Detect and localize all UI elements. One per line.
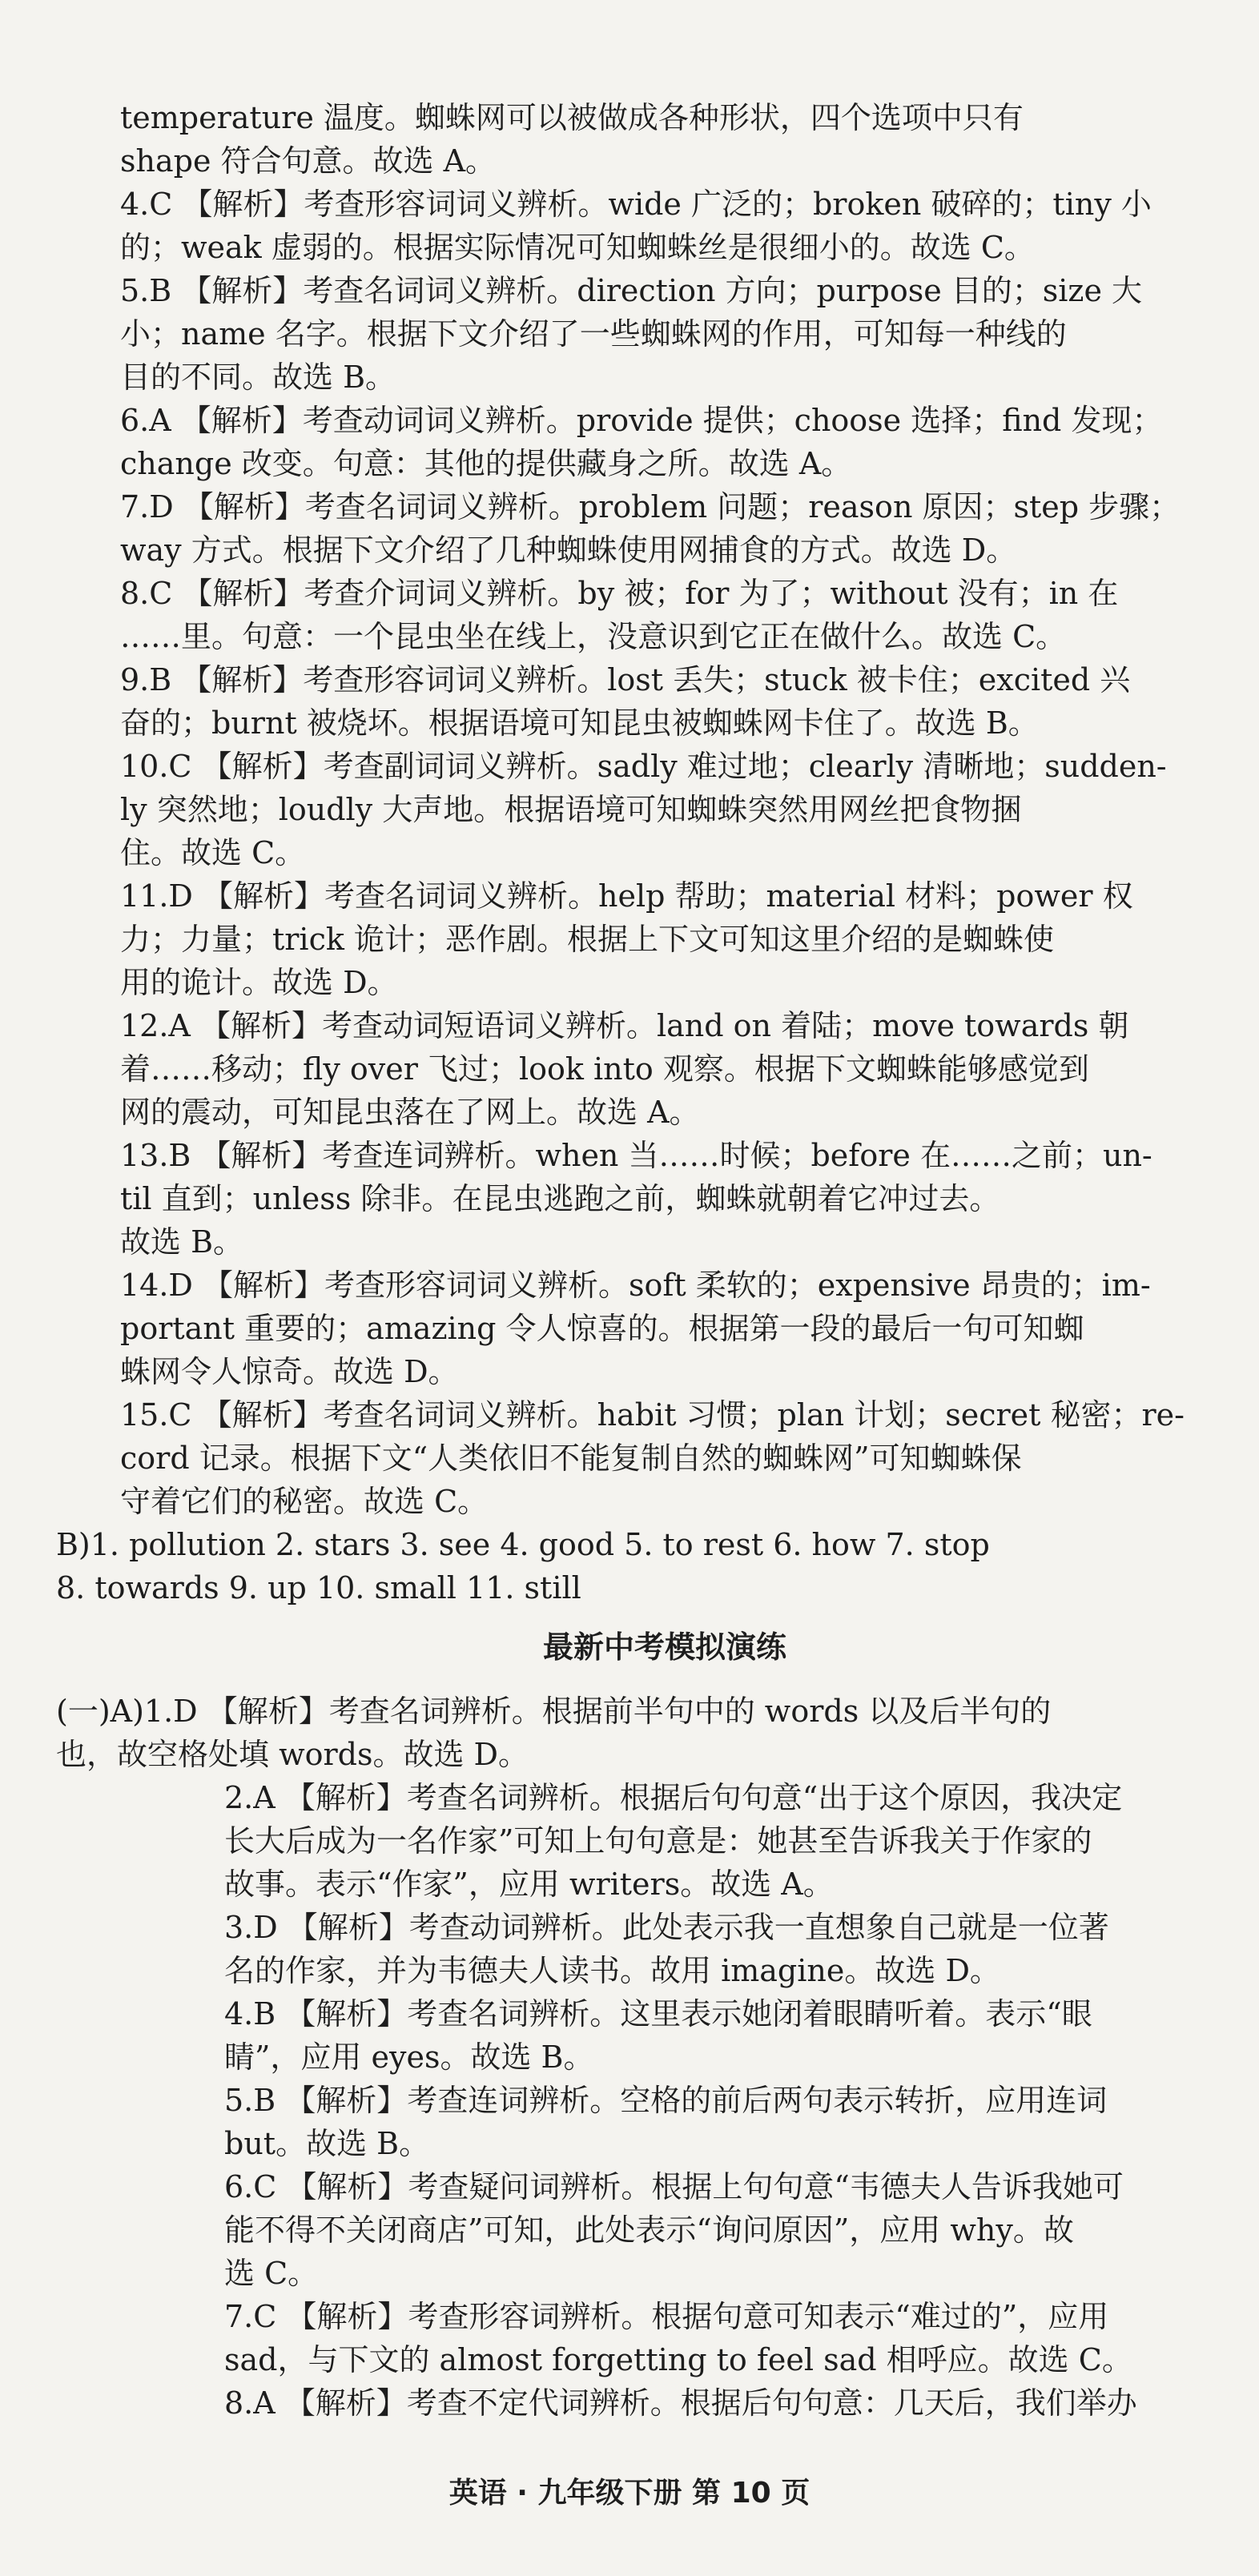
text-line: 8.C 【解析】考查介词词义辨析。by 被；for 为了；without 没有；in 在: [120, 576, 1119, 611]
answer-item-q12: [120, 1004, 1209, 1134]
text-line: cord 记录。根据下文“人类依旧不能复制自然的蜘蛛网”可知蜘蛛保: [120, 1441, 1022, 1476]
answer-item-q7: [120, 485, 1209, 572]
text-line: 5.B 【解析】考查连词辨析。空格的前后两句表示转折，应用连词: [224, 2083, 1108, 2118]
answer-item-a2: [224, 1776, 1209, 1906]
text-line: 7.D 【解析】考查名词词义辨析。problem 问题；reason 原因；step 步骤；: [120, 489, 1181, 524]
text-line: way 方式。根据下文介绍了几种蜘蛛使用网捕食的方式。故选 D。: [120, 532, 1017, 568]
answer-item-cont: [120, 96, 1209, 183]
text-line: 故选 B。: [120, 1224, 244, 1260]
text-line: B)1. pollution 2. stars 3. see 4. good 5. to rest 6. how 7. stop: [56, 1527, 990, 1562]
text-line: ……里。句意：一个昆虫坐在线上，没意识到它正在做什么。故选 C。: [120, 619, 1067, 654]
text-line: 蛛网令人惊奇。故选 D。: [120, 1354, 459, 1389]
text-line: 12.A 【解析】考查动词短语词义辨析。land on 着陆；move towards 朝: [120, 1008, 1129, 1043]
answer-item-a6: [224, 2165, 1209, 2295]
text-line: portant 重要的；amazing 令人惊喜的。根据第一段的最后一句可知蜘: [120, 1311, 1084, 1346]
answer-item-q13: [120, 1134, 1209, 1264]
text-line: 2.A 【解析】考查名词辨析。根据后句句意“出于这个原因，我决定: [224, 1780, 1123, 1815]
text-line: temperature 温度。蜘蛛网可以被做成各种形状，四个选项中只有: [120, 100, 1024, 135]
text-line: 7.C 【解析】考查形容词辨析。根据句意可知表示“难过的”，应用: [224, 2299, 1109, 2334]
text-line: 力；力量；trick 诡计；恶作剧。根据上下文可知这里介绍的是蜘蛛使: [120, 922, 1054, 957]
text-line: 15.C 【解析】考查名词词义辨析。habit 习惯；plan 计划；secret 秘密；re-: [120, 1397, 1185, 1433]
text-line: but。故选 B。: [224, 2126, 430, 2161]
answer-item-section-b: [56, 1523, 1209, 1609]
answer-item-q4: [120, 183, 1209, 269]
answer-item-q9: [120, 658, 1209, 745]
text-line: 奋的；burnt 被烧坏。根据语境可知昆虫被蜘蛛网卡住了。故选 B。: [120, 705, 1039, 741]
text-line: 选 C。: [224, 2256, 319, 2291]
section-heading: 最新中考模拟演练: [542, 1630, 786, 1665]
answer-item-a1: [56, 1690, 1209, 1776]
text-line: shape 符合句意。故选 A。: [120, 143, 497, 179]
text-line: 14.D 【解析】考查形容词词义辨析。soft 柔软的；expensive 昂贵的；im-: [120, 1268, 1151, 1303]
answer-item-a7: [224, 2295, 1209, 2381]
text-line: 4.C 【解析】考查形容词词义辨析。wide 广泛的；broken 破碎的；tiny 小: [120, 187, 1152, 222]
text-line: 睛”，应用 eyes。故选 B。: [224, 2040, 594, 2075]
text-line: 能不得不关闭商店”可知，此处表示“询问原因”，应用 why。故: [224, 2212, 1074, 2248]
text-line: (一)A)1.D 【解析】考查名词辨析。根据前半句中的 words 以及后半句的: [56, 1694, 1052, 1729]
page-footer: 英语 · 九年级下册 第 10 页: [448, 2477, 811, 2510]
answer-content: [56, 96, 1209, 2425]
text-line: 8. towards 9. up 10. small 11. still: [56, 1570, 581, 1605]
text-line: 网的震动，可知昆虫落在了网上。故选 A。: [120, 1095, 700, 1130]
text-line: 守着它们的秘密。故选 C。: [120, 1484, 489, 1519]
answer-item-q5: [120, 269, 1209, 399]
text-line: 住。故选 C。: [120, 835, 306, 870]
text-line: 的；weak 虚弱的。根据实际情况可知蜘蛛丝是很细小的。故选 C。: [120, 230, 1035, 265]
answer-item-a8: [224, 2381, 1209, 2425]
text-line: 6.C 【解析】考查疑问词辨析。根据上句句意“韦德夫人告诉我她可: [224, 2169, 1124, 2204]
answer-item-q14: [120, 1264, 1209, 1393]
text-line: 也，故空格处填 words。故选 D。: [56, 1737, 529, 1772]
text-line: 8.A 【解析】考查不定代词辨析。根据后句句意：几天后，我们举办: [224, 2385, 1137, 2421]
text-line: 10.C 【解析】考查副词词义辨析。sadly 难过地；clearly 清晰地；sudden-: [120, 749, 1167, 784]
text-line: 目的不同。故选 B。: [120, 360, 396, 395]
text-line: 用的诡计。故选 D。: [120, 965, 398, 1000]
answer-item-a3: [224, 1906, 1209, 1992]
text-line: 6.A 【解析】考查动词词义辨析。provide 提供；choose 选择；find 发现；: [120, 403, 1163, 438]
text-line: 长大后成为一名作家”可知上句句意是：她甚至告诉我关于作家的: [224, 1823, 1092, 1859]
text-line: 3.D 【解析】考查动词辨析。此处表示我一直想象自己就是一位著: [224, 1910, 1109, 1945]
answer-item-q10: [120, 745, 1209, 874]
answer-item-q15: [120, 1393, 1209, 1523]
answer-item-a5: [224, 2079, 1209, 2165]
text-line: 5.B 【解析】考查名词词义辨析。direction 方向；purpose 目的；size 大: [120, 273, 1143, 308]
text-line: ly 突然地；loudly 大声地。根据语境可知蜘蛛突然用网丝把食物捆: [120, 792, 1022, 827]
text-line: 4.B 【解析】考查名词辨析。这里表示她闭着眼睛听着。表示“眼: [224, 1996, 1092, 2031]
answer-item-q6: [120, 399, 1209, 485]
text-line: 着……移动；fly over 飞过；look into 观察。根据下文蜘蛛能够感觉到: [120, 1051, 1089, 1087]
text-line: 9.B 【解析】考查形容词词义辨析。lost 丢失；stuck 被卡住；excited 兴: [120, 662, 1131, 697]
text-line: 名的作家，并为韦德夫人读书。故用 imagine。故选 D。: [224, 1953, 1000, 1988]
answer-item-a4: [224, 1992, 1209, 2079]
text-line: 小；name 名字。根据下文介绍了一些蜘蛛网的作用，可知每一种线的: [120, 316, 1067, 352]
text-line: til 直到；unless 除非。在昆虫逃跑之前，蜘蛛就朝着它冲过去。: [120, 1181, 1000, 1216]
text-line: 故事。表示“作家”，应用 writers。故选 A。: [224, 1867, 834, 1902]
text-line: 11.D 【解析】考查名词词义辨析。help 帮助；material 材料；power 权: [120, 878, 1133, 914]
text-line: change 改变。句意：其他的提供藏身之所。故选 A。: [120, 446, 852, 481]
text-line: 13.B 【解析】考查连词辨析。when 当……时候；before 在……之前；un-: [120, 1138, 1152, 1173]
answer-item-q8: [120, 572, 1209, 658]
answer-item-q11: [120, 874, 1209, 1004]
text-line: sad，与下文的 almost forgetting to feel sad 相呼应。故选 C。: [224, 2342, 1132, 2377]
